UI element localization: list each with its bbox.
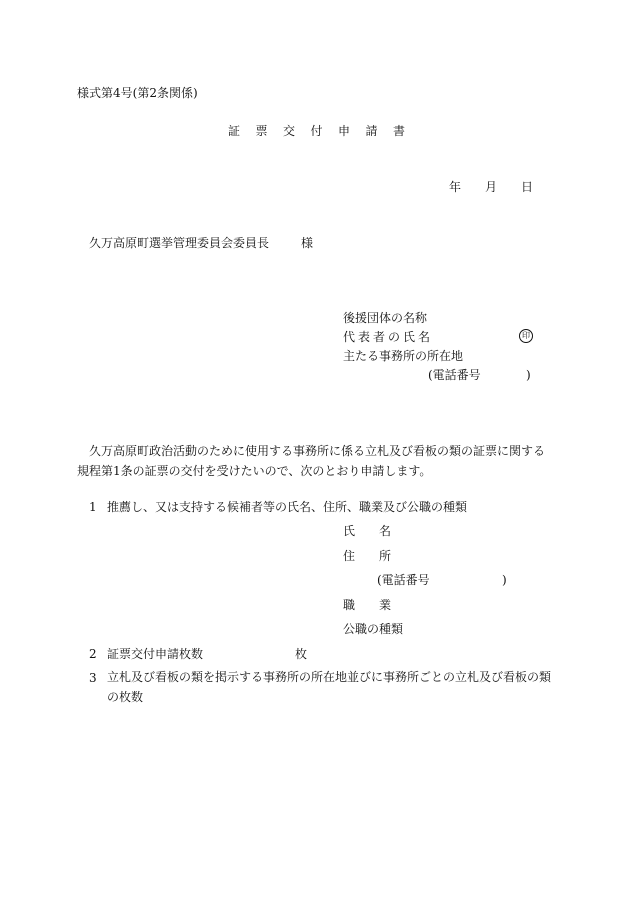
candidate-name-label: 氏 名 [343, 524, 392, 538]
date-year-label: 年 [449, 180, 462, 194]
item-3-number: 3 [89, 671, 97, 685]
item-2-text: 証票交付申請枚数 [107, 647, 204, 661]
item-2-suffix: 枚 [295, 647, 308, 661]
office-address-label: 主たる事務所の所在地 [343, 349, 464, 363]
candidate-phone-close: ) [502, 573, 507, 587]
date-month-label: 月 [485, 180, 498, 194]
representative-label: 代表者の氏名 [343, 330, 434, 344]
applicant-phone-close: ) [526, 368, 531, 382]
item-1-number: 1 [89, 500, 97, 514]
seal-mark-icon: 印 [519, 329, 533, 343]
candidate-occupation-label: 職 業 [343, 598, 392, 612]
document-title: 証票交付申請書 [228, 124, 421, 138]
form-number: 様式第4号(第2条関係) [77, 86, 198, 100]
addressee-honorific: 様 [301, 236, 314, 250]
group-name-label: 後援団体の名称 [343, 311, 428, 325]
body-paragraph: 久万高原町政治活動のために使用する事務所に係る立札及び看板の類の証票に関する規程第1条の証票の交付を受けたいので、次のとおり申請します。 [77, 444, 546, 478]
applicant-phone-open: (電話番号 [428, 368, 481, 382]
candidate-phone-open: (電話番号 [377, 573, 430, 587]
item-3-text: 立札及び看板の類を掲示する事務所の所在地並びに事務所ごとの立札及び看板の類の枚数 [107, 670, 552, 704]
addressee-name: 久万高原町選挙管理委員会委員長 [89, 236, 270, 250]
candidate-address-label: 住 所 [343, 549, 392, 563]
item-1-text: 推薦し、又は支持する候補者等の氏名、住所、職業及び公職の種類 [107, 500, 468, 514]
candidate-office-type-label: 公職の種類 [343, 622, 404, 636]
item-2-number: 2 [89, 647, 97, 661]
date-day-label: 日 [521, 180, 534, 194]
